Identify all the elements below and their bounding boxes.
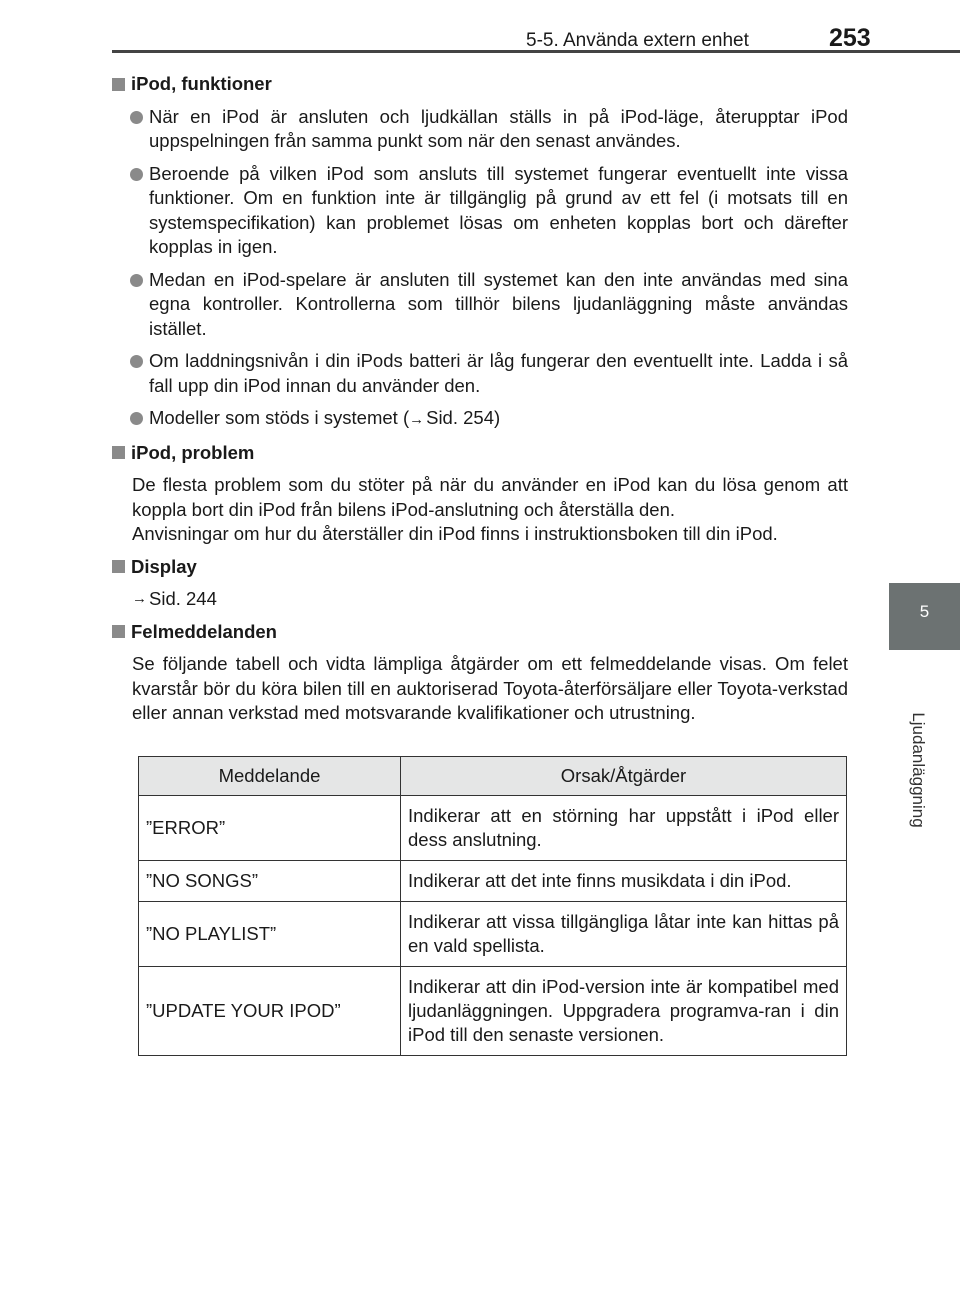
circle-bullet-icon bbox=[130, 355, 143, 368]
chapter-label: Ljudanläggning bbox=[909, 712, 928, 828]
page-content bbox=[112, 72, 848, 734]
chapter-tab: 5 bbox=[889, 583, 960, 650]
list-item bbox=[130, 406, 848, 433]
table-row bbox=[139, 861, 847, 902]
paragraph bbox=[112, 652, 848, 726]
heading-text: iPod, funktioner bbox=[131, 73, 272, 94]
list-item bbox=[130, 268, 848, 342]
list-item-text bbox=[149, 406, 848, 433]
action-cell: Indikerar att en störning har uppstått i iPod eller dess anslutning. bbox=[401, 796, 847, 861]
paragraph bbox=[112, 522, 848, 547]
message-cell: ”NO SONGS” bbox=[139, 861, 401, 902]
error-message-table bbox=[138, 756, 847, 1056]
heading-text: iPod, problem bbox=[131, 441, 255, 463]
page-ref-link[interactable]: Sid. 244 bbox=[149, 588, 217, 609]
ref-text: Modeller som stöds i systemet ( bbox=[149, 407, 410, 428]
page-number: 253 bbox=[829, 24, 871, 52]
page-reference bbox=[112, 587, 848, 612]
circle-bullet-icon bbox=[130, 111, 143, 124]
table-header-row bbox=[139, 757, 847, 796]
action-cell: Indikerar att det inte finns musikdata i din iPod. bbox=[401, 861, 847, 902]
square-bullet-icon bbox=[112, 446, 125, 459]
list-item-text: Beroende på vilken iPod som ansluts till systemet fungerar eventuellt inte vissa funktioner. Om en funktion inte är tillgänglig på grund av ett fel (i motsats till en systemspecifikation) kan problemet lösas om enheten kopplas bort och därefter kopplas in igen. bbox=[149, 162, 848, 257]
circle-bullet-icon bbox=[130, 274, 143, 287]
circle-bullet-icon bbox=[130, 412, 143, 425]
list-item-text: Medan en iPod-spelare är ansluten till systemet kan den inte användas med sina egna kontroller. Kontrollerna som tillhör bilens ljudanläggning måste användas istället. bbox=[149, 268, 848, 339]
heading-text: Felmeddelanden bbox=[131, 620, 277, 642]
table-row bbox=[139, 796, 847, 861]
section-title: 5-5. Använda extern enhet bbox=[526, 30, 749, 51]
square-bullet-icon bbox=[112, 625, 125, 638]
heading-ipod-functions bbox=[112, 72, 848, 97]
square-bullet-icon bbox=[112, 78, 125, 91]
arrow-icon: → bbox=[409, 411, 425, 428]
list-item-text: När en iPod är ansluten och ljudkällan ställs in på iPod-läge, återupptar iPod uppspelningen från samma punkt som när den senast användes. bbox=[149, 105, 848, 151]
heading-ipod-problems bbox=[112, 441, 848, 466]
arrow-icon: → bbox=[132, 590, 147, 607]
heading-display bbox=[112, 555, 848, 580]
list-item bbox=[130, 105, 848, 154]
list-item-text: Om laddningsnivån i din iPods batteri är låg fungerar den eventuellt inte. Ladda i så fall upp din iPod innan du använder den. bbox=[149, 350, 848, 396]
page-ref-link[interactable]: Sid. 254) bbox=[426, 407, 501, 428]
paragraph-text: De flesta problem som du stöter på när du använder en iPod kan du lösa genom att koppla bort din iPod från bilens iPod-anslutning och återställa den. bbox=[132, 474, 848, 520]
message-cell: ”UPDATE YOUR IPOD” bbox=[139, 967, 401, 1056]
paragraph bbox=[112, 473, 848, 522]
action-cell: Indikerar att vissa tillgängliga låtar inte kan hittas på en vald spellista. bbox=[401, 902, 847, 967]
paragraph-text: Anvisningar om hur du återställer din iPod finns i instruktionsboken till din iPod. bbox=[132, 523, 778, 544]
heading-text: Display bbox=[131, 555, 197, 577]
list-item bbox=[130, 349, 848, 398]
circle-bullet-icon bbox=[130, 168, 143, 181]
square-bullet-icon bbox=[112, 560, 125, 573]
heading-error-messages bbox=[112, 620, 848, 645]
list-item bbox=[130, 162, 848, 260]
table-row bbox=[139, 967, 847, 1056]
message-cell: ”NO PLAYLIST” bbox=[139, 902, 401, 967]
action-cell: Indikerar att din iPod-version inte är kompatibel med ljudanläggningen. Uppgradera programva-ran i din iPod till den senaste versionen. bbox=[401, 967, 847, 1056]
message-cell: ”ERROR” bbox=[139, 796, 401, 861]
paragraph-text: Se följande tabell och vidta lämpliga åtgärder om ett felmeddelande visas. Om felet kvarstår bör du köra bilen till en auktoriserad Toyota-återförsäljare eller Toyota-verkstad eller annan verkstad med motsvarande kvalifikationer och utrustning. bbox=[132, 653, 848, 723]
column-header: Meddelande bbox=[139, 757, 401, 796]
bullet-list bbox=[112, 105, 848, 433]
table-row bbox=[139, 902, 847, 967]
column-header: Orsak/Åtgärder bbox=[401, 757, 847, 796]
